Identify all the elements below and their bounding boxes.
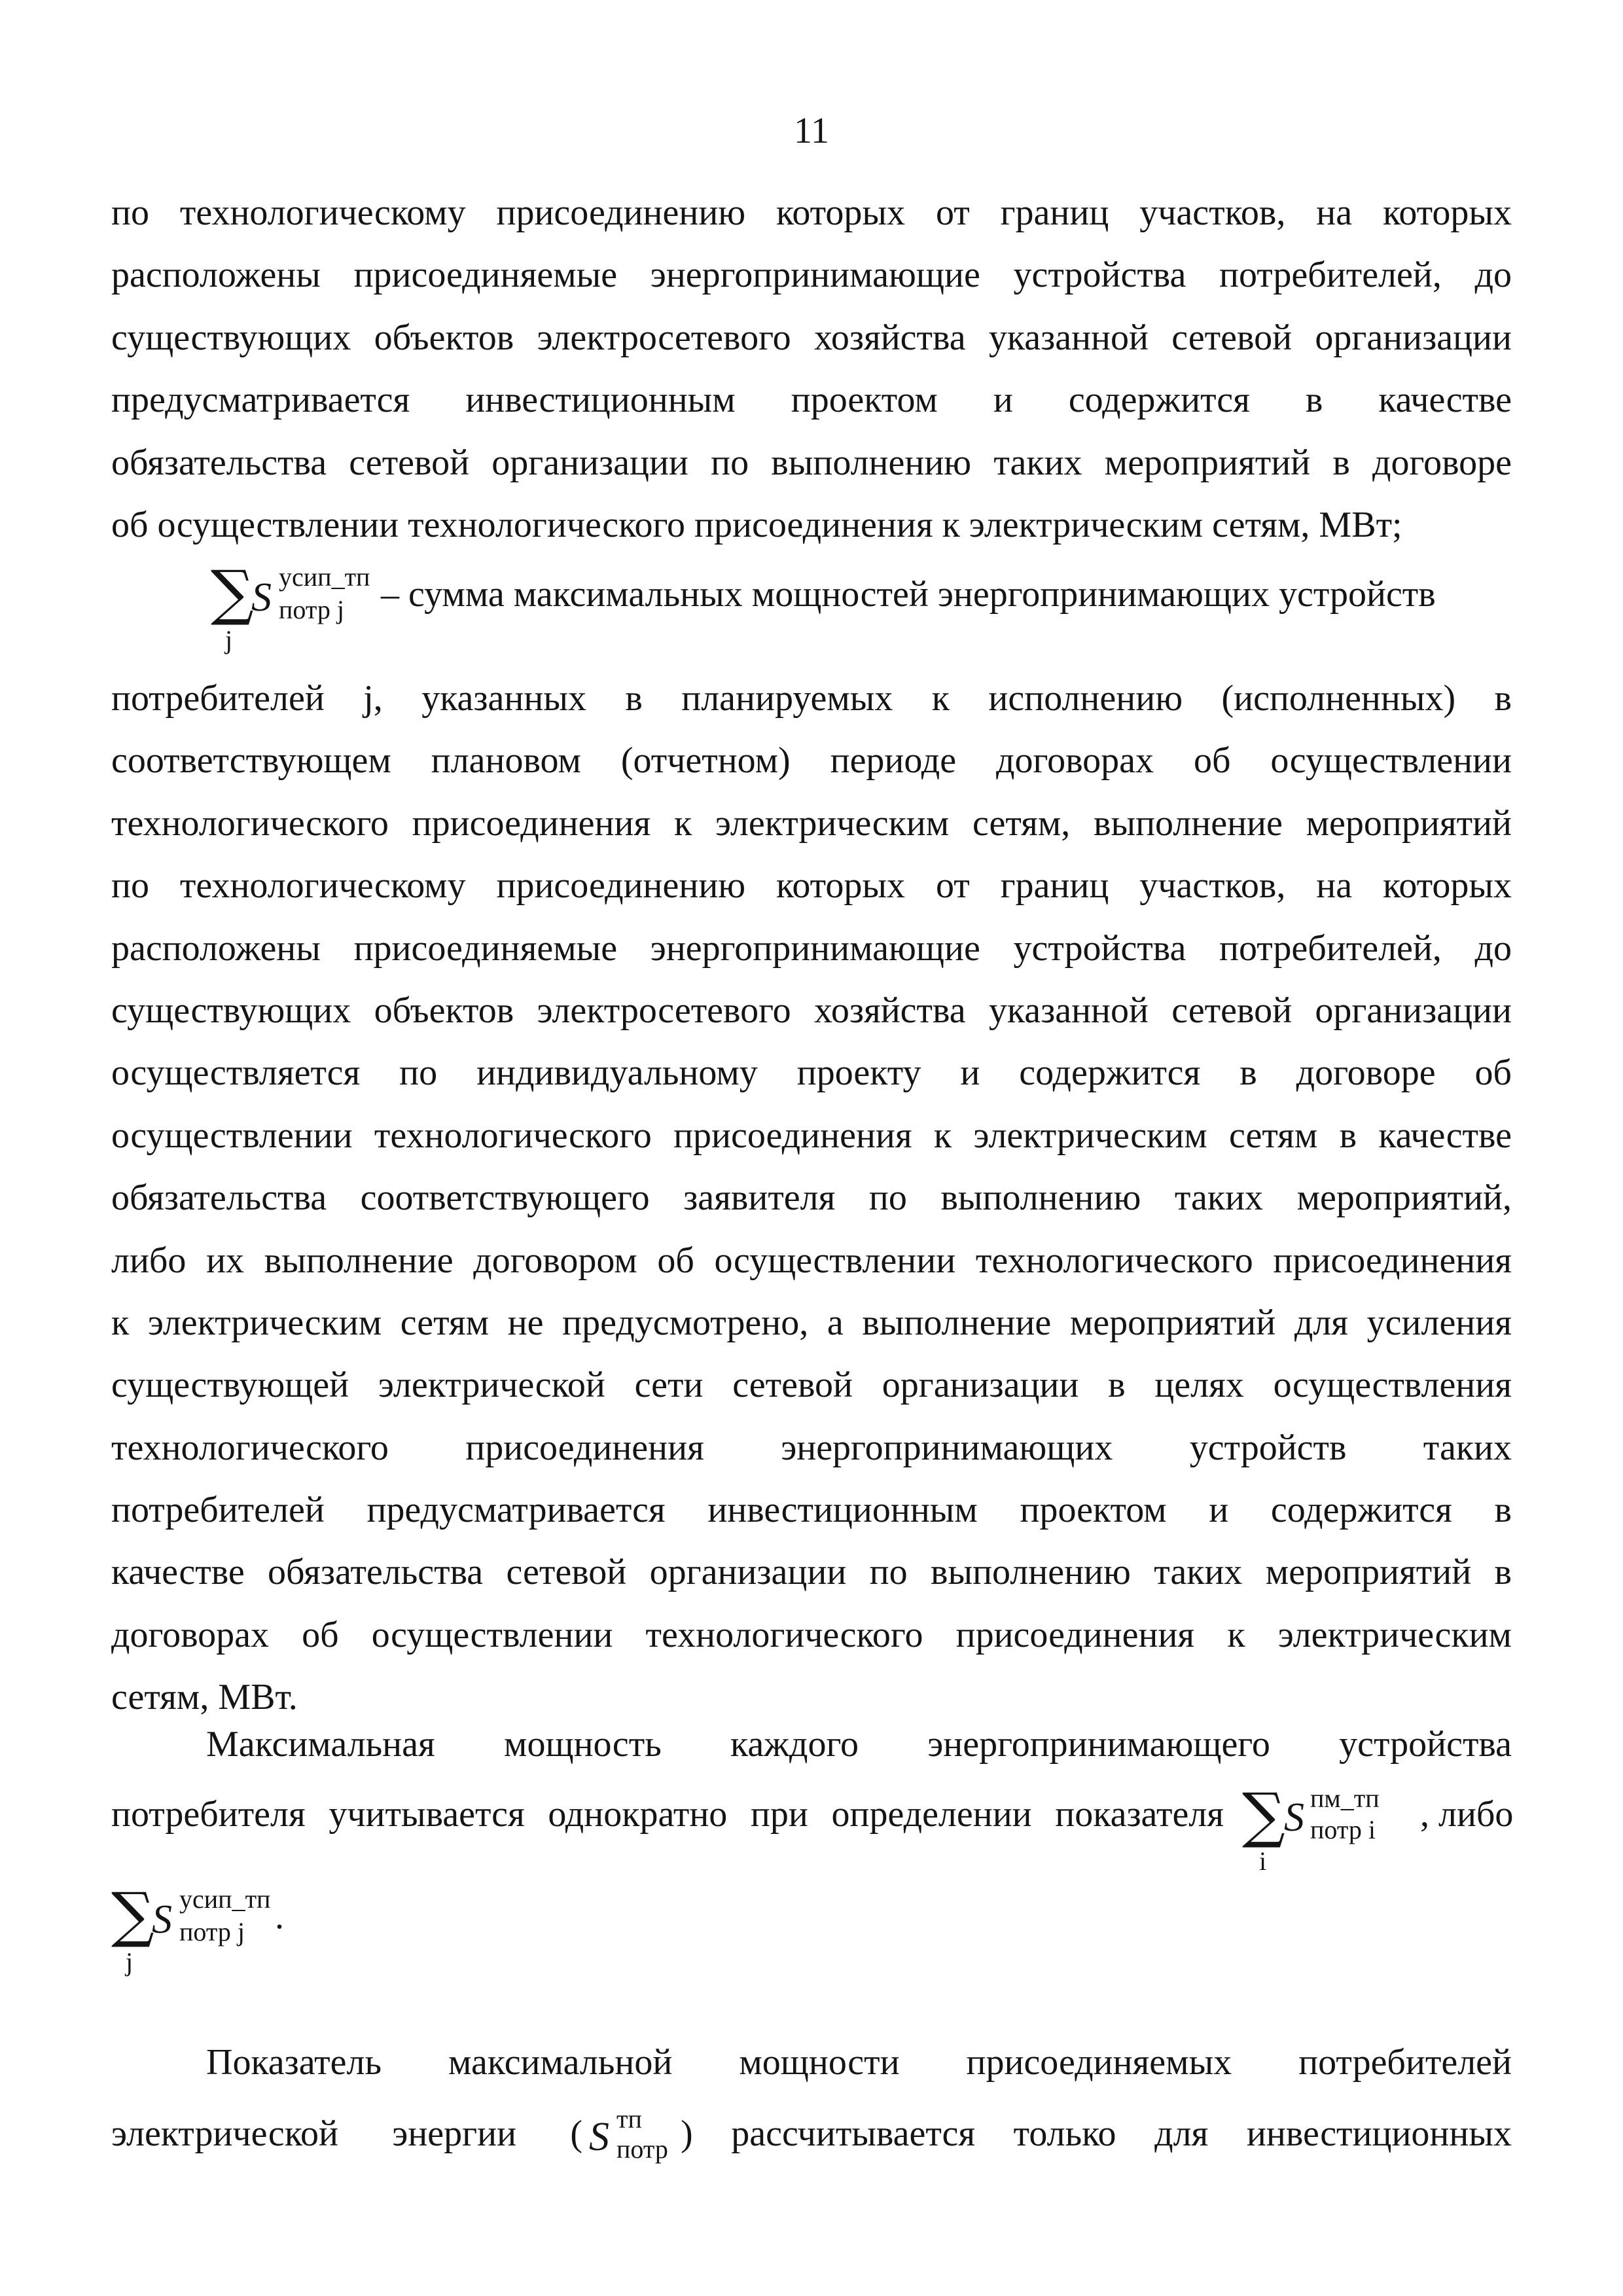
sigma-symbol: ∑ <box>1242 1780 1285 1850</box>
text-line: соответствующем плановом (отчетном) периоде договорах об осуществлении <box>111 740 1512 781</box>
page-number: 11 <box>794 111 829 151</box>
formula-sum-usip-tp-2 <box>111 1880 373 1983</box>
formula-variable: S <box>589 2115 609 2159</box>
paragraph-4 <box>111 2032 1512 2094</box>
formula-variable: S <box>152 1897 172 1942</box>
sigma-symbol: ∑ <box>111 1880 154 1950</box>
paragraph-2 <box>111 668 1512 1729</box>
text-line: к электрическим сетям не предусмотрено, а выполнение мероприятий для усиления <box>111 1302 1512 1343</box>
text-line: Показатель максимальной мощности присоединяемых потребителей <box>206 2042 1512 2083</box>
sum-index: j <box>126 1947 134 1977</box>
formula-subscript: потр j <box>279 595 344 624</box>
text-line: осуществлении технологического присоединения к электрическим сетям в качестве <box>111 1115 1512 1156</box>
text-line: электрической энергии ( <box>111 2113 582 2154</box>
text-line: об осуществлении технологического присоединения к электрическим сетям, МВт; <box>111 504 1402 545</box>
text-line: технологического присоединения энергопринимающих устройств таких <box>111 1427 1512 1468</box>
text-line: по технологическому присоединению которых от границ участков, на которых <box>111 865 1512 906</box>
text-fragment: , либо <box>1420 1794 1514 1835</box>
formula-subscript: потр <box>616 2134 668 2164</box>
text-line: качестве обязательства сетевой организации по выполнению таких мероприятий в <box>111 1552 1512 1593</box>
paragraph-3 <box>111 1713 1512 1776</box>
formula-superscript: усип_тп <box>279 562 370 592</box>
formula-variable: S <box>251 575 272 620</box>
text-line: ) рассчитывается только для инвестиционных <box>681 2113 1512 2154</box>
formula-subscript: потр i <box>1310 1815 1376 1844</box>
text-line: существующих объектов электросетевого хозяйства указанной сетевой организации <box>111 317 1512 358</box>
formula-sum-usip-tp <box>211 558 1520 661</box>
text-line: обязательства соответствующего заявителя по выполнению таких мероприятий, <box>111 1177 1512 1219</box>
text-line: обязательства сетевой организации по выполнению таких мероприятий в договоре <box>111 442 1512 483</box>
text-line: осуществляется по индивидуальному проекту и содержится в договоре об <box>111 1052 1512 1094</box>
text-line: по технологическому присоединению которых от границ участков, на которых <box>111 192 1512 233</box>
text-line: договорах об осуществлении технологического присоединения к электрическим <box>111 1614 1512 1655</box>
formula-superscript: тп <box>616 2104 642 2134</box>
sigma-symbol: ∑ <box>211 558 254 628</box>
text-line: технологического присоединения к электрическим сетям, выполнение мероприятий <box>111 802 1512 844</box>
formula-definition: – сумма максимальных мощностей энергопринимающих устройств <box>381 574 1436 615</box>
text-line: потребителей предусматривается инвестиционным проектом и содержится в <box>111 1490 1512 1531</box>
formula-subscript: потр j <box>179 1917 245 1946</box>
text-line: Максимальная мощность каждого энергопринимающего устройства <box>206 1724 1512 1765</box>
formula-variable: S <box>1284 1795 1304 1840</box>
sum-index: j <box>225 625 233 655</box>
text-line: сетям, МВт. <box>111 1677 298 1718</box>
text-line: существующей электрической сети сетевой организации в целях осуществления <box>111 1365 1512 1406</box>
sum-index: i <box>1259 1846 1267 1876</box>
text-line: расположены присоединяемые энергопринимающие устройства потребителей, до <box>111 927 1512 969</box>
text-line: потребителей j, указанных в планируемых к исполнению (исполненных) в <box>111 678 1512 719</box>
text-line: расположены присоединяемые энергопринимающие устройства потребителей, до <box>111 255 1512 296</box>
text-line: существующих объектов электросетевого хозяйства указанной сетевой организации <box>111 990 1512 1031</box>
text-line: предусматривается инвестиционным проектом и содержится в качестве <box>111 380 1512 421</box>
text-fragment: . <box>275 1896 284 1937</box>
formula-superscript: пм_тп <box>1310 1784 1380 1813</box>
paragraph-1 <box>111 182 1512 556</box>
text-line: потребителя учитывается однократно при определении показателя <box>111 1794 1224 1835</box>
formula-superscript: усип_тп <box>179 1884 271 1914</box>
text-line: либо их выполнение договором об осуществлении технологического присоединения <box>111 1240 1512 1281</box>
